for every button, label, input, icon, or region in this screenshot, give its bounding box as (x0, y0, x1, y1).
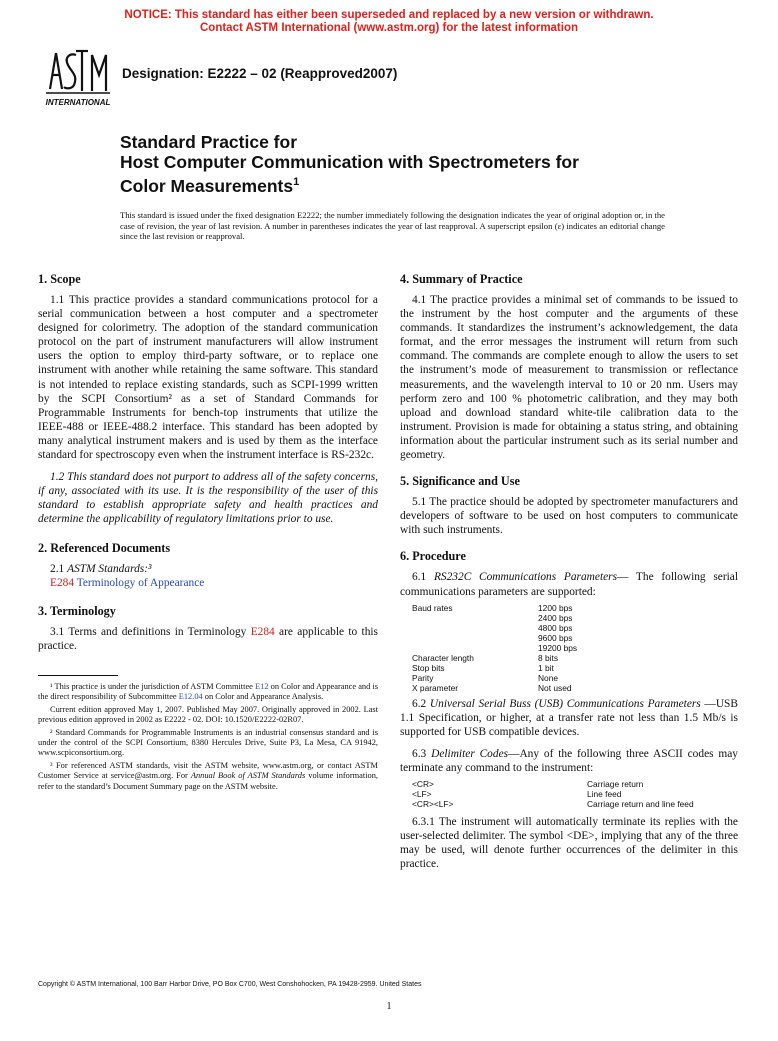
proc-6-2-italic: Universal Serial Buss (USB) Communications Parameters (429, 697, 701, 710)
title-line-2: Host Computer Communication with Spectrometers for (120, 152, 579, 172)
procedure-paragraph-6-1 (400, 570, 738, 598)
delimiter-row-value: Line feed (587, 789, 622, 800)
e284-title-link[interactable]: Terminology of Appearance (76, 576, 205, 589)
parameter-row-key (412, 633, 538, 643)
parameter-row (412, 643, 738, 653)
footnote-divider (38, 675, 118, 676)
proc-6-3-number: 6.3 (412, 747, 427, 760)
parameter-row (412, 673, 738, 683)
e284-code-link[interactable]: E284 (50, 576, 75, 589)
parameter-row-value: None (538, 672, 559, 683)
astm-logo (42, 45, 114, 109)
parameter-row (412, 683, 738, 693)
terminology-heading: 3. Terminology (38, 603, 116, 618)
delimiter-row (412, 779, 738, 789)
document-title (120, 132, 579, 196)
terminology-text-a: 3.1 Terms and definitions in Terminology (50, 625, 247, 638)
referenced-documents-paragraph (38, 562, 378, 576)
significance-paragraph: 5.1 The practice should be adopted by spectrometer manufacturers and developers of software to be used on host computers to communicate with such instruments. (400, 496, 738, 537)
proc-6-1-text: — The following serial communications parameters are supported: (400, 571, 738, 598)
referenced-documents-heading: 2. Referenced Documents (38, 540, 171, 555)
footnote-1-e1204-link[interactable]: E12.04 (178, 692, 203, 702)
footnote-1-text-a: ¹ This practice is under the jurisdiction of ASTM Committee (50, 681, 253, 691)
left-column (38, 272, 378, 794)
summary-paragraph: 4.1 The practice provides a minimal set of commands to be issued to the instrument by the host computer and the arguments of these commands. It standardizes the instrument’s acknowledgement, the data format, and the error messages the instrument will return from such command. The commands are complete enough to allow the users to set the instrument’s mode of measurement to transmission or reflectance measurements, and the wavelength interval to 10 or 20 nm. Users may perform zero and 100 % photometric calibration, and they may both upload and download standard white-tile calibration data to the instrument. Provision is made for obtaining a status string, and obtaining information about the particular instrument such as its serial number and geometry. (400, 294, 738, 462)
delimiter-codes-table (412, 779, 738, 809)
footnote-3 (38, 761, 378, 792)
parameter-row-key (412, 613, 538, 623)
proc-6-2-number: 6.2 (412, 697, 427, 710)
proc-6-2-text: —USB 1.1 Specification, or higher, at a transfer rate not less than 1.5 Mb/s is supported for USB compatible devices. (400, 697, 738, 738)
footnotes (38, 682, 378, 792)
terminology-text-b: are applicable to this practice. (38, 625, 378, 652)
refdocs-number: 2.1 (50, 562, 65, 575)
notice-line-2: Contact ASTM International (www.astm.org) for the latest information (199, 22, 579, 34)
footnote-3-italic: Annual Book of ASTM Standards (190, 771, 306, 781)
footnote-1-text-b: on Color and Appearance and is the direct responsibility of Subcommittee (38, 681, 378, 702)
parameter-row-key: Parity (412, 672, 434, 683)
parameter-row-key: Character length (412, 652, 474, 663)
communications-parameters-table (412, 603, 738, 693)
right-column (400, 272, 738, 879)
footnote-3-text-a: ³ For referenced ASTM standards, visit the ASTM website, www.astm.org, or contact ASTM Customer Service at service@astm.org. For (38, 760, 378, 781)
scope-heading: 1. Scope (38, 272, 81, 286)
parameter-row-key (412, 643, 538, 653)
delimiter-row-key: <LF> (412, 789, 432, 800)
title-line-3-text: Color Measurements (120, 175, 294, 196)
standard-notice-text: This standard is issued under the fixed designation E2222; the number immediately following the designation indicates the year of original adoption or, in the case of revision, the year of last revision. A number in parentheses indicates the year of last reapproval. A superscript epsilon (ε) indicates an editorial change since the last revision or reapproval. (120, 210, 665, 242)
parameter-row-value: 1200 bps (538, 602, 573, 613)
footnote-1 (38, 682, 378, 703)
designation: Designation: E2222 – 02 (Reapproved2007) (122, 66, 398, 81)
terminology-paragraph (38, 625, 378, 653)
parameter-row (412, 633, 738, 643)
footnote-1-text-c: on Color and Appearance Analysis. (204, 692, 324, 702)
procedure-paragraph-6-3-1: 6.3.1 The instrument will automatically terminate its replies with the user-selected delimiter. The symbol <DE>, implying that any of the three may be used, will denote further occurrences of the delimiter in this practice. (400, 816, 738, 871)
title-line-3 (120, 172, 579, 196)
proc-6-3-text: —Any of the following three ASCII codes may terminate any command to the instrument: (400, 747, 738, 774)
parameter-row-value: Not used (538, 682, 572, 693)
proc-6-3-italic: Delimiter Codes (431, 747, 509, 760)
footnote-2: ² Standard Commands for Programmable Instruments is an industrial consensus standard and is under the control of the SCPI Consortium, 8380 Hercules Drive, Suite P3, La Mesa, CA 91942, www.scpiconsortium.org. (38, 727, 378, 758)
copyright-line: Copyright © ASTM International, 100 Barr Harbor Drive, PO Box C700, West Conshohocken, PA 19428-2959. United States (38, 981, 422, 988)
footnote-3-text-b: volume information, refer to the standard’s Document Summary page on the ASTM website. (38, 771, 379, 791)
procedure-heading: 6. Procedure (400, 549, 466, 564)
parameter-row-value: 8 bits (538, 652, 559, 663)
parameter-row (412, 623, 738, 633)
parameter-row-value: 1 bit (538, 662, 554, 673)
parameter-row (412, 663, 738, 673)
refdocs-astm-standards: ASTM Standards:³ (67, 562, 152, 575)
parameter-row-value: 9600 bps (538, 632, 573, 643)
scope-paragraph-1: 1.1 This practice provides a standard communications protocol for a serial communication between a host computer and a spectrometer designed for colorimetry. The adoption of the standard communication protocol on the part of instrument manufacturers will allow instrument users the option to employ third-party software, or to replace one instrument with another while retaining the same software. This standard is not intended to replace existing standards, such as SCPI-1999 written by the SCPI Consortium² as a set of Standard Commands for Programmable Instruments for bench-top instruments that utilize the IEEE-488 or IEEE-488.2 interface. This standard has been adopted by many analytical instrument makers and is used by them as the interface standard for spectroscopy even when the instrument interface is RS-232c. (38, 294, 378, 462)
notice-banner (0, 9, 778, 35)
footnote-1-edition: Current edition approved May 1, 2007. Published May 2007. Originally approved in 2002. Last previous edition approved in 2002 as E2222 - 02. DOI: 10.1520/E2222-02R07. (38, 704, 378, 725)
footnote-1-e12-link[interactable]: E12 (255, 681, 269, 691)
parameter-row (412, 603, 738, 613)
notice-line-1: NOTICE: This standard has either been superseded and replaced by a new version or withdrawn. (124, 9, 654, 21)
proc-6-1-italic: RS232C Communications Parameters (433, 571, 618, 584)
summary-heading: 4. Summary of Practice (400, 272, 523, 286)
delimiter-row (412, 799, 738, 809)
parameter-row-value: 19200 bps (538, 642, 578, 653)
parameter-row (412, 653, 738, 663)
parameter-row (412, 613, 738, 623)
parameter-row-key: X parameter (412, 682, 459, 693)
terminology-e284-link[interactable]: E284 (250, 625, 275, 638)
logo-text: INTERNATIONAL (45, 98, 111, 107)
delimiter-row-value: Carriage return (587, 779, 644, 790)
procedure-paragraph-6-3 (400, 747, 738, 775)
parameter-row-key (412, 623, 538, 633)
significance-heading: 5. Significance and Use (400, 474, 520, 489)
delimiter-row-key: <CR> (412, 779, 434, 790)
parameter-row-key: Baud rates (412, 602, 453, 613)
scope-paragraph-2: 1.2 This standard does not purport to address all of the safety concerns, if any, associated with its use. It is the responsibility of the user of this standard to establish appropriate safety and health practices and determine the applicability of regulatory limitations prior to use. (38, 471, 378, 526)
parameter-row-value: 2400 bps (538, 612, 573, 623)
title-footnote-mark: 1 (293, 176, 300, 188)
astm-logo-icon (42, 45, 114, 109)
parameter-row-key: Stop bits (412, 662, 445, 673)
title-line-1: Standard Practice for (120, 132, 297, 152)
delimiter-row-key: <CR><LF> (412, 799, 454, 810)
referenced-standard-e284[interactable] (38, 576, 378, 590)
parameter-row-value: 4800 bps (538, 622, 573, 633)
delimiter-row-value: Carriage return and line feed (587, 799, 694, 810)
proc-6-1-number: 6.1 (412, 571, 427, 584)
delimiter-row (412, 789, 738, 799)
procedure-paragraph-6-2 (400, 697, 738, 739)
page-number: 1 (386, 1001, 392, 1012)
